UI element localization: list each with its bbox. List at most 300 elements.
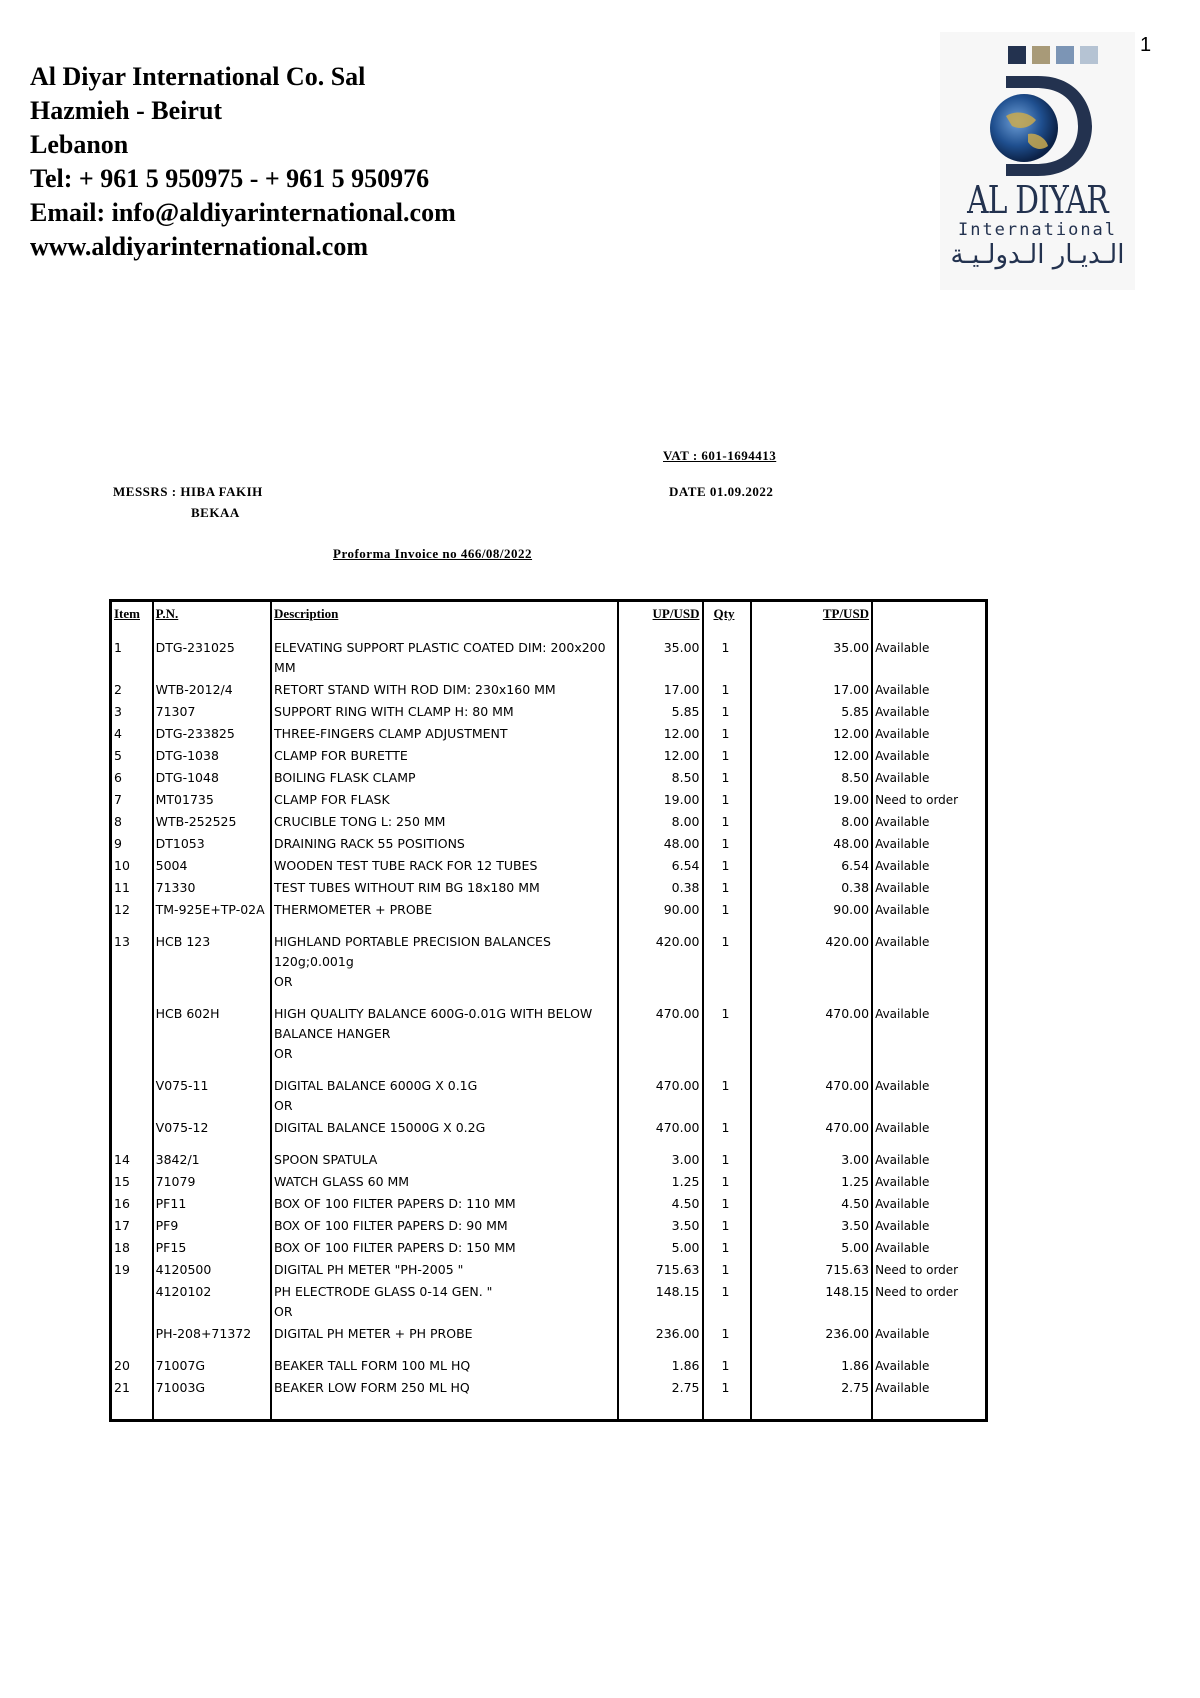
table-row: [111, 1281, 987, 1323]
page-number: 1: [1140, 34, 1152, 56]
unit-price-text: 19.00: [663, 792, 700, 807]
quantity-text: 1: [721, 792, 730, 807]
logo-color-squares: [1008, 46, 1098, 64]
total-price-text: 3.50: [841, 1218, 870, 1233]
item-number-text: 9: [114, 836, 122, 851]
availability-status: [872, 1377, 986, 1399]
item-number: [111, 1075, 153, 1117]
total-price-text: 420.00: [825, 934, 870, 949]
item-number-text: 11: [114, 880, 130, 895]
quantity-text: 1: [721, 902, 730, 917]
availability-status: [872, 679, 986, 701]
quantity-text: 1: [721, 814, 730, 829]
item-number: [111, 1377, 153, 1399]
availability-status-text: Available: [875, 1121, 930, 1135]
item-description-text: THREE-FINGERS CLAMP ADJUSTMENT: [274, 726, 508, 741]
table-spacer: [111, 1065, 987, 1075]
logo-arabic-text: الـديـار الـدولـيـة: [950, 240, 1125, 270]
availability-status-text: Available: [875, 727, 930, 741]
availability-status-text: Available: [875, 683, 930, 697]
availability-status-text: Available: [875, 641, 930, 655]
unit-price-text: 470.00: [655, 1120, 700, 1135]
total-price: [751, 701, 872, 723]
quantity: [703, 723, 751, 745]
item-description-text: WOODEN TEST TUBE RACK FOR 12 TUBES: [274, 858, 538, 873]
part-number-text: DTG-233825: [155, 726, 235, 741]
table-spacer: [111, 993, 987, 1003]
company-address-block: [30, 60, 456, 264]
invoice-title: Proforma Invoice no 466/08/2022: [333, 546, 533, 561]
part-number-text: PF9: [155, 1218, 179, 1233]
unit-price: [618, 1003, 702, 1065]
item-description-text: DRAINING RACK 55 POSITIONS: [274, 836, 465, 851]
table-spacer: [111, 1399, 987, 1421]
unit-price: [618, 1377, 702, 1399]
item-number-text: 19: [114, 1262, 130, 1277]
availability-status-text: Available: [875, 771, 930, 785]
table-row: [111, 1323, 987, 1345]
availability-status: [872, 855, 986, 877]
availability-status-text: Available: [875, 749, 930, 763]
quantity-text: 1: [721, 1152, 730, 1167]
item-description: [271, 767, 618, 789]
total-price-text: 17.00: [833, 682, 870, 697]
quantity: [703, 833, 751, 855]
unit-price: [618, 877, 702, 899]
total-price-text: 90.00: [833, 902, 870, 917]
company-name: Al Diyar International Co. Sal: [30, 62, 366, 91]
availability-status: [872, 1259, 986, 1281]
quantity: [703, 1149, 751, 1171]
header-status: [872, 601, 986, 628]
quantity: [703, 1193, 751, 1215]
item-number-text: 3: [114, 704, 122, 719]
part-number-text: PH-208+71372: [155, 1326, 252, 1341]
table-row: [111, 679, 987, 701]
item-number: [111, 723, 153, 745]
quantity-text: 1: [721, 1174, 730, 1189]
item-description-text: SUPPORT RING WITH CLAMP H: 80 MM: [274, 704, 514, 719]
quantity-text: 1: [721, 726, 730, 741]
table-row: [111, 637, 987, 679]
unit-price-text: 8.50: [671, 770, 700, 785]
unit-price: [618, 855, 702, 877]
vat-number: VAT : 601-1694413: [663, 448, 777, 463]
total-price-text: 8.00: [841, 814, 870, 829]
total-price-text: 0.38: [841, 880, 870, 895]
quantity: [703, 1237, 751, 1259]
item-number-text: 8: [114, 814, 122, 829]
table-row: [111, 1237, 987, 1259]
availability-status-text: Available: [875, 1219, 930, 1233]
total-price: [751, 1215, 872, 1237]
company-district: Hazmieh - Beirut: [30, 96, 223, 125]
company-phone: Tel: + 961 5 950975 - + 961 5 950976: [30, 164, 430, 193]
part-number-text: 71003G: [155, 1380, 206, 1395]
table-row: [111, 877, 987, 899]
quantity: [703, 899, 751, 921]
total-price-text: 4.50: [841, 1196, 870, 1211]
unit-price-text: 715.63: [655, 1262, 700, 1277]
quantity-text: 1: [721, 1262, 730, 1277]
quantity-text: 1: [721, 1284, 730, 1299]
item-number-text: 7: [114, 792, 122, 807]
part-number: [153, 701, 271, 723]
part-number: [153, 855, 271, 877]
item-description-text: BOX OF 100 FILTER PAPERS D: 150 MM: [274, 1240, 516, 1255]
item-description: [271, 1149, 618, 1171]
availability-status: [872, 789, 986, 811]
item-description-text: CLAMP FOR BURETTE: [274, 748, 408, 763]
availability-status: [872, 1281, 986, 1323]
item-number: [111, 789, 153, 811]
availability-status-text: Need to order: [875, 1285, 959, 1299]
table-row: [111, 1377, 987, 1399]
item-description-text: DIGITAL BALANCE 6000G X 0.1G: [274, 1078, 478, 1093]
unit-price-text: 90.00: [663, 902, 700, 917]
item-number: [111, 637, 153, 679]
unit-price: [618, 789, 702, 811]
quantity: [703, 679, 751, 701]
unit-price-text: 48.00: [663, 836, 700, 851]
unit-price: [618, 1323, 702, 1345]
total-price: [751, 1323, 872, 1345]
total-price: [751, 1075, 872, 1117]
item-number: [111, 679, 153, 701]
quantity-text: 1: [721, 858, 730, 873]
quantity-text: 1: [721, 1006, 730, 1021]
part-number-text: V075-12: [155, 1120, 209, 1135]
availability-status: [872, 637, 986, 679]
item-description-text: DIGITAL BALANCE 15000G X 0.2G: [274, 1120, 486, 1135]
item-number-text: 12: [114, 902, 130, 917]
item-description-text: BEAKER TALL FORM 100 ML HQ: [274, 1358, 471, 1373]
item-description: [271, 931, 618, 993]
item-description: [271, 855, 618, 877]
availability-status-text: Available: [875, 705, 930, 719]
quantity: [703, 855, 751, 877]
total-price-text: 470.00: [825, 1120, 870, 1135]
table-row: [111, 1149, 987, 1171]
item-number: [111, 1323, 153, 1345]
item-number: [111, 931, 153, 993]
availability-status: [872, 1075, 986, 1117]
part-number-text: DT1053: [155, 836, 205, 851]
total-price: [751, 1237, 872, 1259]
availability-status-text: Available: [875, 903, 930, 917]
unit-price: [618, 1117, 702, 1139]
item-number-text: 5: [114, 748, 122, 763]
total-price: [751, 679, 872, 701]
part-number: [153, 1075, 271, 1117]
item-description: [271, 789, 618, 811]
quantity-text: 1: [721, 1326, 730, 1341]
unit-price: [618, 1193, 702, 1215]
availability-status: [872, 701, 986, 723]
quantity: [703, 1281, 751, 1323]
total-price: [751, 899, 872, 921]
part-number-text: PF11: [155, 1196, 187, 1211]
item-description: [271, 1237, 618, 1259]
item-number-text: 20: [114, 1358, 130, 1373]
table-body: [111, 637, 987, 1421]
item-number: [111, 811, 153, 833]
unit-price: [618, 1149, 702, 1171]
logo-brand-text: AL DIYAR: [967, 178, 1108, 222]
item-description-text: PH ELECTRODE GLASS 0-14 GEN. ": [274, 1284, 493, 1299]
item-description-text: BEAKER LOW FORM 250 ML HQ: [274, 1380, 470, 1395]
availability-status-text: Available: [875, 1153, 930, 1167]
logo-square: [1008, 46, 1026, 64]
total-price-text: 5.85: [841, 704, 870, 719]
part-number-text: 71330: [155, 880, 196, 895]
table-row: [111, 833, 987, 855]
item-number-text: 4: [114, 726, 122, 741]
unit-price: [618, 745, 702, 767]
availability-status-text: Available: [875, 935, 930, 949]
availability-status-text: Available: [875, 1241, 930, 1255]
item-description-text: CRUCIBLE TONG L: 250 MM: [274, 814, 446, 829]
quantity: [703, 789, 751, 811]
availability-status-text: Need to order: [875, 1263, 959, 1277]
item-description-text: THERMOMETER + PROBE: [274, 902, 433, 917]
table-spacer: [111, 627, 987, 637]
unit-price-text: 12.00: [663, 748, 700, 763]
quantity-text: 1: [721, 1380, 730, 1395]
table-row: [111, 1171, 987, 1193]
company-website: www.aldiyarinternational.com: [30, 232, 368, 261]
unit-price: [618, 767, 702, 789]
quantity: [703, 1215, 751, 1237]
part-number: [153, 931, 271, 993]
quantity-text: 1: [721, 1240, 730, 1255]
part-number: [153, 1259, 271, 1281]
item-number: [111, 1149, 153, 1171]
table-row: [111, 723, 987, 745]
availability-status: [872, 1149, 986, 1171]
client-location: BEKAA: [191, 505, 240, 520]
item-number: [111, 1355, 153, 1377]
globe-d-icon: [976, 72, 1096, 180]
alternative-or-label: OR: [274, 974, 293, 989]
total-price-text: 3.00: [841, 1152, 870, 1167]
quantity: [703, 1323, 751, 1345]
quantity-text: 1: [721, 748, 730, 763]
item-number-text: 16: [114, 1196, 130, 1211]
part-number-text: DTG-1038: [155, 748, 219, 763]
item-description: [271, 701, 618, 723]
unit-price-text: 5.00: [671, 1240, 700, 1255]
item-number: [111, 1259, 153, 1281]
availability-status: [872, 1193, 986, 1215]
table-row: [111, 855, 987, 877]
quantity: [703, 767, 751, 789]
item-number-text: 1: [114, 640, 122, 655]
total-price: [751, 833, 872, 855]
part-number: [153, 637, 271, 679]
item-description: [271, 1215, 618, 1237]
total-price-text: 1.25: [841, 1174, 870, 1189]
quantity: [703, 637, 751, 679]
part-number: [153, 1323, 271, 1345]
quantity-text: 1: [721, 682, 730, 697]
part-number-text: DTG-1048: [155, 770, 219, 785]
total-price: [751, 931, 872, 993]
unit-price-text: 0.38: [671, 880, 700, 895]
part-number-text: TM-925E+TP-02A: [155, 902, 265, 917]
unit-price-text: 3.50: [671, 1218, 700, 1233]
item-description: [271, 1355, 618, 1377]
item-number: [111, 855, 153, 877]
availability-status: [872, 745, 986, 767]
unit-price: [618, 1215, 702, 1237]
unit-price-text: 2.75: [671, 1380, 700, 1395]
table-row: [111, 701, 987, 723]
item-number: [111, 1193, 153, 1215]
table-row: [111, 1215, 987, 1237]
part-number-text: 4120500: [155, 1262, 212, 1277]
alternative-or-label: OR: [274, 1046, 293, 1061]
part-number-text: WTB-2012/4: [155, 682, 233, 697]
total-price-text: 12.00: [833, 748, 870, 763]
item-description-text: RETORT STAND WITH ROD DIM: 230x160 MM: [274, 682, 556, 697]
item-number: [111, 877, 153, 899]
item-description-text: BOILING FLASK CLAMP: [274, 770, 416, 785]
item-description: [271, 1323, 618, 1345]
part-number: [153, 1355, 271, 1377]
total-price-text: 715.63: [825, 1262, 870, 1277]
availability-status-text: Available: [875, 837, 930, 851]
availability-status-text: Available: [875, 1359, 930, 1373]
quantity: [703, 701, 751, 723]
part-number: [153, 767, 271, 789]
total-price-text: 19.00: [833, 792, 870, 807]
unit-price: [618, 833, 702, 855]
table-row: [111, 1117, 987, 1139]
alternative-or-label: OR: [274, 1098, 293, 1113]
unit-price: [618, 1237, 702, 1259]
unit-price-text: 1.25: [671, 1174, 700, 1189]
header-qty: Qty: [703, 601, 751, 628]
quantity-text: 1: [721, 880, 730, 895]
quantity: [703, 931, 751, 993]
unit-price-text: 5.85: [671, 704, 700, 719]
availability-status-text: Available: [875, 881, 930, 895]
table-row: [111, 811, 987, 833]
total-price: [751, 811, 872, 833]
part-number-text: MT01735: [155, 792, 214, 807]
item-description-text: DIGITAL PH METER + PH PROBE: [274, 1326, 473, 1341]
unit-price: [618, 679, 702, 701]
item-description: [271, 1171, 618, 1193]
part-number: [153, 1281, 271, 1323]
item-description: [271, 1003, 618, 1065]
item-description-text: DIGITAL PH METER "PH-2005 ": [274, 1262, 464, 1277]
total-price: [751, 1355, 872, 1377]
item-description-text: TEST TUBES WITHOUT RIM BG 18x180 MM: [274, 880, 540, 895]
part-number-text: PF15: [155, 1240, 187, 1255]
item-description: [271, 679, 618, 701]
table-row: [111, 1003, 987, 1065]
unit-price: [618, 1281, 702, 1323]
part-number-text: 3842/1: [155, 1152, 200, 1167]
table-spacer: [111, 921, 987, 931]
item-number: [111, 1117, 153, 1139]
item-number: [111, 1237, 153, 1259]
item-description-text: HIGHLAND PORTABLE PRECISION BALANCES 120g;0.001g: [274, 934, 551, 969]
total-price-text: 5.00: [841, 1240, 870, 1255]
unit-price-text: 148.15: [655, 1284, 700, 1299]
total-price-text: 6.54: [841, 858, 870, 873]
item-description: [271, 833, 618, 855]
total-price-text: 236.00: [825, 1326, 870, 1341]
availability-status: [872, 1323, 986, 1345]
item-description: [271, 877, 618, 899]
availability-status-text: Available: [875, 859, 930, 873]
item-number: [111, 1281, 153, 1323]
quantity: [703, 877, 751, 899]
total-price-text: 148.15: [825, 1284, 870, 1299]
total-price: [751, 637, 872, 679]
total-price: [751, 1281, 872, 1323]
item-number-text: 18: [114, 1240, 130, 1255]
availability-status: [872, 877, 986, 899]
item-description: [271, 899, 618, 921]
item-description: [271, 1259, 618, 1281]
part-number: [153, 877, 271, 899]
item-number-text: 13: [114, 934, 130, 949]
table-header-row: [111, 601, 987, 628]
total-price: [751, 1171, 872, 1193]
unit-price-text: 4.50: [671, 1196, 700, 1211]
quantity-text: 1: [721, 934, 730, 949]
quantity: [703, 1259, 751, 1281]
total-price: [751, 1117, 872, 1139]
quantity: [703, 1075, 751, 1117]
part-number-text: WTB-252525: [155, 814, 237, 829]
availability-status-text: Available: [875, 1381, 930, 1395]
item-description: [271, 1075, 618, 1117]
part-number: [153, 899, 271, 921]
total-price: [751, 877, 872, 899]
item-description: [271, 1281, 618, 1323]
part-number-text: 71007G: [155, 1358, 206, 1373]
quantity: [703, 1003, 751, 1065]
company-country: Lebanon: [30, 130, 129, 159]
part-number: [153, 1117, 271, 1139]
availability-status-text: Need to order: [875, 793, 959, 807]
table-row: [111, 789, 987, 811]
table-row: [111, 767, 987, 789]
availability-status: [872, 1355, 986, 1377]
unit-price: [618, 1355, 702, 1377]
item-number: [111, 1171, 153, 1193]
item-number-text: 14: [114, 1152, 130, 1167]
quantity: [703, 1171, 751, 1193]
item-number: [111, 1003, 153, 1065]
unit-price-text: 8.00: [671, 814, 700, 829]
unit-price: [618, 1259, 702, 1281]
table-row: [111, 1355, 987, 1377]
item-description: [271, 1377, 618, 1399]
total-price: [751, 1003, 872, 1065]
availability-status: [872, 1171, 986, 1193]
quantity-text: 1: [721, 1078, 730, 1093]
availability-status-text: Available: [875, 815, 930, 829]
availability-status: [872, 811, 986, 833]
item-number: [111, 745, 153, 767]
part-number: [153, 1193, 271, 1215]
